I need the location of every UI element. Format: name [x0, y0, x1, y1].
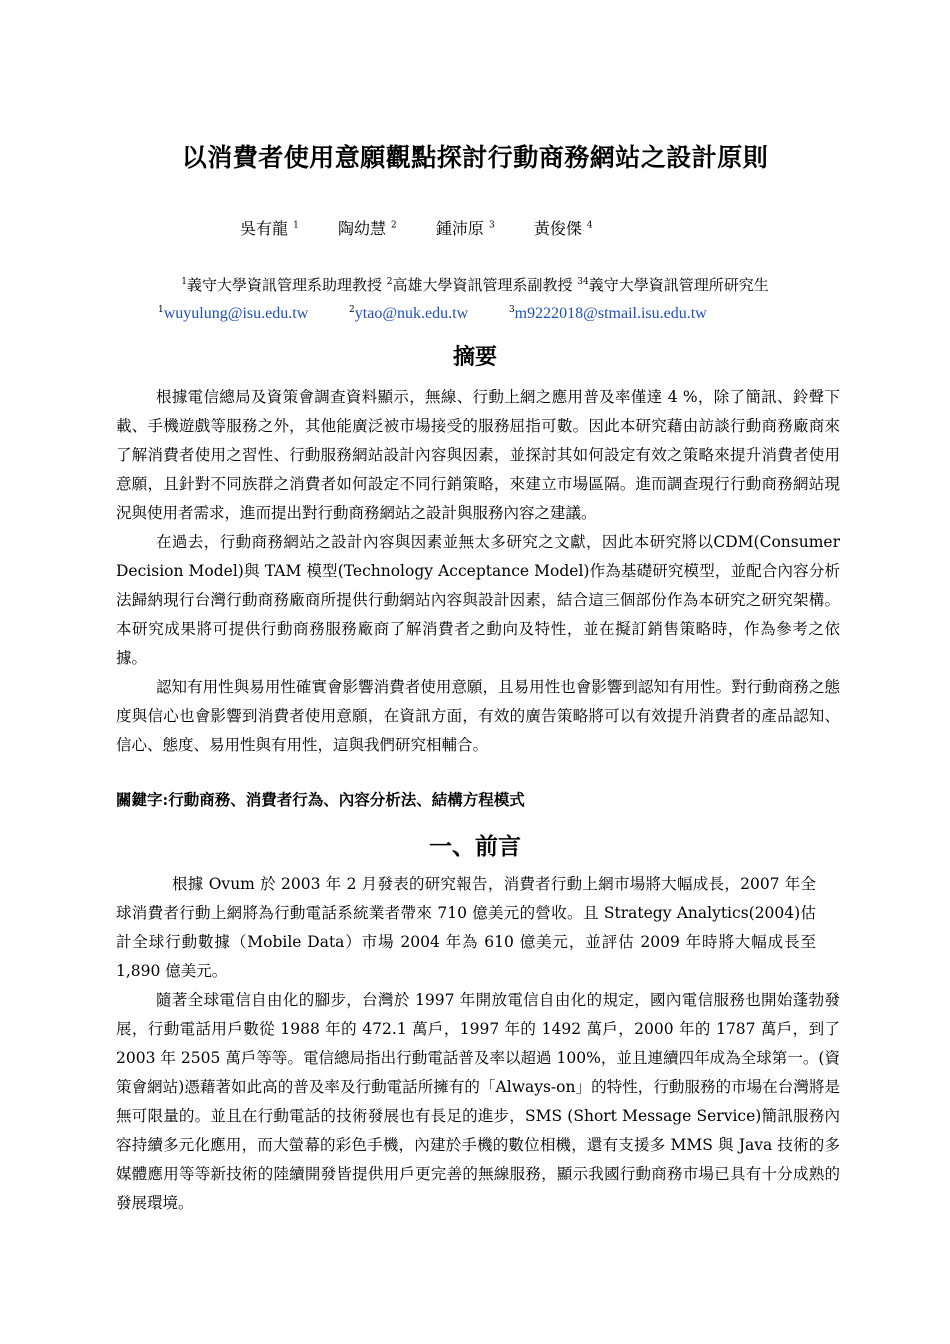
email-entry	[349, 304, 468, 323]
author-sup: 2	[391, 220, 397, 231]
abstract-paragraph: 根據電信總局及資策會調查資料顯示，無線、行動上網之應用普及率僅達 4 %，除了簡訊、鈴聲下載、手機遊戲等服務之外，其他能廣泛被市場接受的服務屈指可數。因此本研究藉由訪談行動商務廠商來了解消費者使用之習性、行動服務網站設計內容與因素，並探討其如何設定有效之策略來提升消費者使用意願，且針對不同族群之消費者如何設定不同行銷策略，來建立市場區隔。進而調查現行行動商務網站現況與使用者需求，進而提出對行動商務網站之設計與服務內容之建議。	[116, 388, 840, 522]
email-sup: 1	[158, 305, 164, 315]
intro-heading: 一、前言	[429, 833, 521, 860]
email-sup: 3	[508, 305, 515, 315]
affil-text: 義守大學資訊管理所研究生	[588, 276, 769, 294]
keywords: 關鍵字:行動商務、消費者行為、內容分析法、結構方程模式	[116, 790, 525, 809]
intro-paragraph: 隨著全球電信自由化的腳步，台灣於 1997 年開放電信自由化的規定，國內電信服務也開始蓬勃發展，行動電話用戶數從 1988 年的 472.1 萬戶，1997 年的 1492 萬戶，2000 年的 1787 萬戶，到了 2003 年 2505 萬戶等等。電信總局指出行動電話普及率以超過 100%，並且連續四年成為全球第一。(資策會網站)憑藉著如此高的普及率及行動電話所擁有的「Always-on」的特性，行動服務的市場在台灣將是無可限量的。並且在行動電話的技術發展也有長足的進步，SMS (Short Message Service)簡訊服務內容持續多元化應用，而大螢幕的彩色手機，內建於手機的數位相機，還有支援多 MMS 與 Java 技術的多媒體應用等等新技術的陸續開發皆提供用戶更完善的無線服務，顯示我國行動商務市場已具有十分成熟的發展環境。	[116, 991, 840, 1212]
affil-sup: 1	[181, 277, 187, 287]
affil-text: 高雄大學資訊管理系副教授	[392, 276, 573, 294]
abstract-body	[116, 383, 840, 760]
email-list	[158, 304, 743, 323]
author-sup: 1	[293, 220, 299, 231]
affiliations	[0, 274, 950, 295]
author	[338, 216, 397, 239]
author-name: 黃俊傑	[533, 219, 582, 238]
email-entry	[158, 304, 308, 323]
abstract-paragraph: 認知有用性與易用性確實會影響消費者使用意願，且易用性也會影響到認知有用性。對行動商務之態度與信心也會影響到消費者使用意願，在資訊方面，有效的廣告策略將可以有效提升消費者的產品認知、信心、態度、易用性與有用性，這與我們研究相輔合。	[116, 678, 840, 754]
email-link[interactable]: wuyulung@isu.edu.tw	[163, 305, 309, 322]
author-sup: 3	[488, 220, 495, 231]
abstract-paragraph: 在過去，行動商務網站之設計內容與因素並無太多研究之文獻，因此本研究將以CDM(Consumer Decision Model)與 TAM 模型(Technology Acceptance Model)作為基礎研究模型，並配合內容分析法歸納現行台灣行動商務廠商所提供行動網站內容與設計因素，結合這三個部份作為本研究之研究架構。本研究成果將可提供行動商務服務廠商了解消費者之動向及特性，並在擬訂銷售策略時，作為參考之依據。	[116, 533, 840, 667]
affil-text: 義守大學資訊管理系助理教授	[186, 276, 382, 294]
author-name: 吳有龍	[240, 219, 289, 238]
affil-sup: 2	[386, 277, 393, 287]
email-sup: 2	[349, 305, 355, 315]
abstract-heading: 摘要	[452, 344, 497, 370]
author-list	[240, 216, 627, 239]
intro-body	[116, 870, 840, 1218]
email-link[interactable]: ytao@nuk.edu.tw	[354, 305, 469, 322]
paper-title: 以消費者使用意願觀點探討行動商務網站之設計原則	[181, 143, 769, 172]
author	[240, 216, 299, 239]
author-sup: 4	[586, 220, 593, 231]
author	[436, 216, 495, 239]
email-link[interactable]: m9222018@stmail.isu.edu.tw	[514, 305, 707, 322]
intro-paragraph: 根據 Ovum 於 2003 年 2 月發表的研究報告，消費者行動上網市場將大幅成長，2007 年全球消費者行動上網將為行動電話系統業者帶來 710 億美元的營收。且 Strategy Analytics(2004)估計全球行動數據（Mobile Data）市場 2004 年為 610 億美元，並評估 2009 年時將大幅成長至 1,890 億美元。	[116, 875, 816, 980]
author-name: 鍾沛原	[435, 219, 484, 238]
author-name: 陶幼慧	[337, 219, 386, 238]
affil-sup: 34	[577, 277, 589, 287]
email-entry	[509, 304, 707, 323]
author	[534, 216, 593, 239]
